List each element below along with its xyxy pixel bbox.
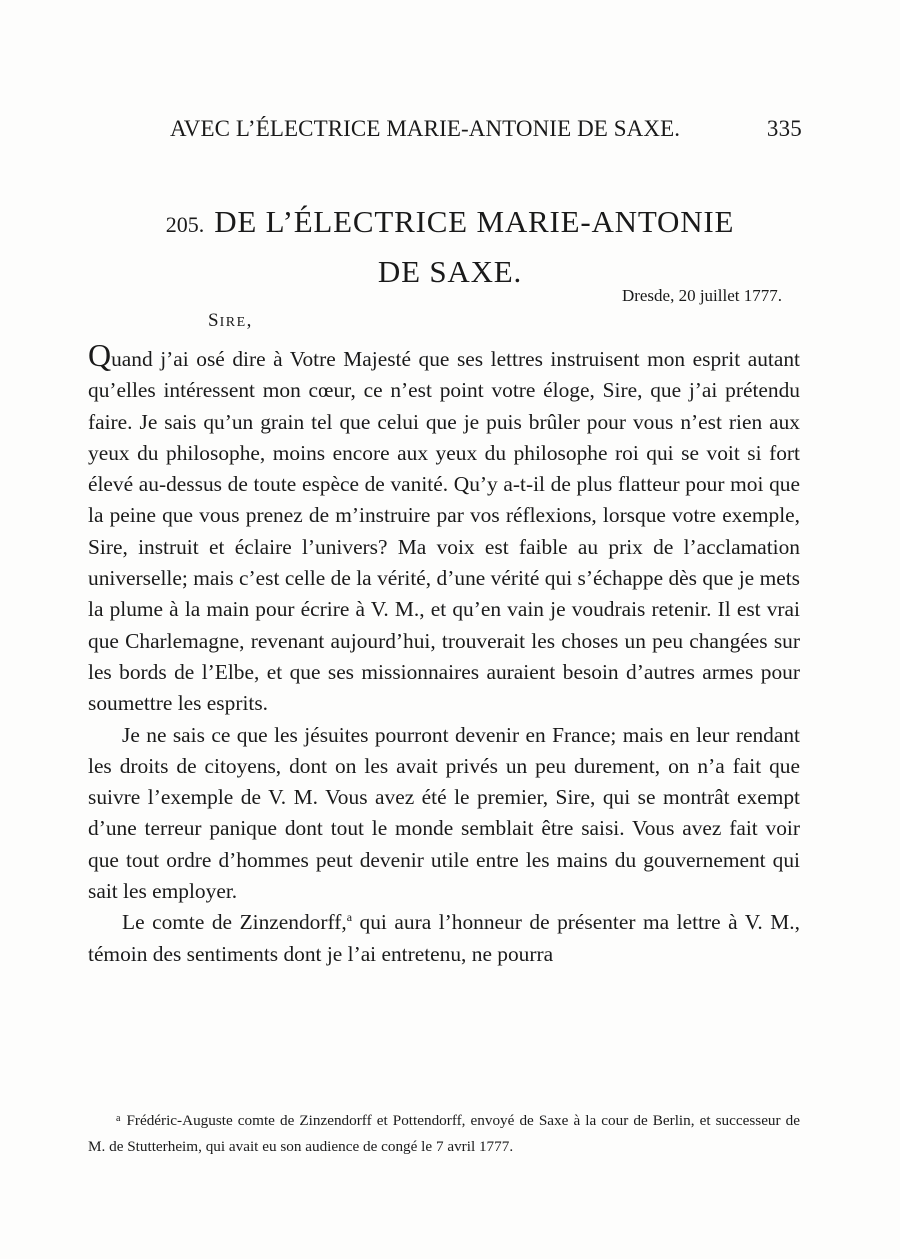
paragraph-3-text-b: qui aura l’honneur de présenter ma lettre à V. M., témoin des sentiments dont je l’ai entretenu, ne pourra [88, 910, 800, 966]
initial-letter: Q [88, 337, 112, 373]
paragraph-1 [88, 337, 800, 720]
footnote-mark: a [116, 1113, 121, 1124]
footnote [88, 1106, 800, 1160]
page-number: 335 [766, 116, 802, 141]
salutation-first-letter: S [208, 310, 220, 331]
section-title-line1: DE L’ÉLECTRICE MARIE-ANTONIE [214, 204, 735, 239]
running-head [170, 116, 802, 142]
salutation-rest: IRE [219, 315, 247, 330]
paragraph-3 [88, 907, 800, 970]
footnote-text: Frédéric-Auguste comte de Zinzendorff et Pottendorff, envoyé de Saxe à la cour de Berlin, et successeur de M. de Stutterheim, qui avait eu son audience de congé le 7 avril 1777. [88, 1112, 800, 1155]
footnote-reference: a [346, 910, 353, 925]
paragraph-2: Je ne sais ce que les jésuites pourront devenir en France; mais en leur rendant les droits de citoyens, dont on les avait privés un peu durement, on n’a fait que suivre l’exemple de V. M. Vous avez été le premier, Sire, qui se montrât exempt d’une terreur panique dont tout le monde semblait être saisi. Vous avez fait voir que tout ordre d’hommes peut devenir utile entre les mains du gouvernement qui sait les employer. [88, 722, 800, 904]
letter-body [88, 337, 800, 970]
running-head-title: AVEC L’ÉLECTRICE MARIE-ANTONIE DE SAXE. [170, 116, 681, 141]
salutation-punct: , [246, 310, 253, 331]
section-number: 205. [165, 212, 205, 237]
dateline: Dresde, 20 juillet 1777. [621, 286, 782, 305]
paragraph-3-text-a: Le comte de Zinzendorff, [122, 910, 347, 935]
salutation [208, 310, 252, 332]
section-title [150, 200, 750, 294]
section-title-line2: DE SAXE. [377, 254, 523, 289]
paragraph-1-text: uand j’ai osé dire à Votre Majesté que ses lettres instruisent mon esprit autant qu’elles intéressent mon cœur, ce n’est point votre éloge, Sire, que j’ai prétendu faire. Je sais qu’un grain tel que celui que je puis brûler pour vous n’est rien aux yeux du philosophe, moins encore aux yeux du philosophe roi qui se voit si fort élevé au-dessus de toute espèce de vanité. Qu’y a-t-il de plus flatteur pour moi que la peine que vous prenez de m’instruire par vos réflexions, lorsque votre exemple, Sire, instruit et éclaire l’univers? Ma voix est faible au prix de l’acclamation universelle; mais c’est celle de la vérité, d’une vérité qui s’échappe dès que je mets la plume à la main pour écrire à V. M., et qu’en vain je voudrais retenir. Il est vrai que Charlemagne, revenant aujourd’hui, trouverait les choses un peu changées sur les bords de l’Elbe, et que ses missionnaires auraient besoin d’autres armes pour soumettre les esprits. [88, 347, 800, 716]
